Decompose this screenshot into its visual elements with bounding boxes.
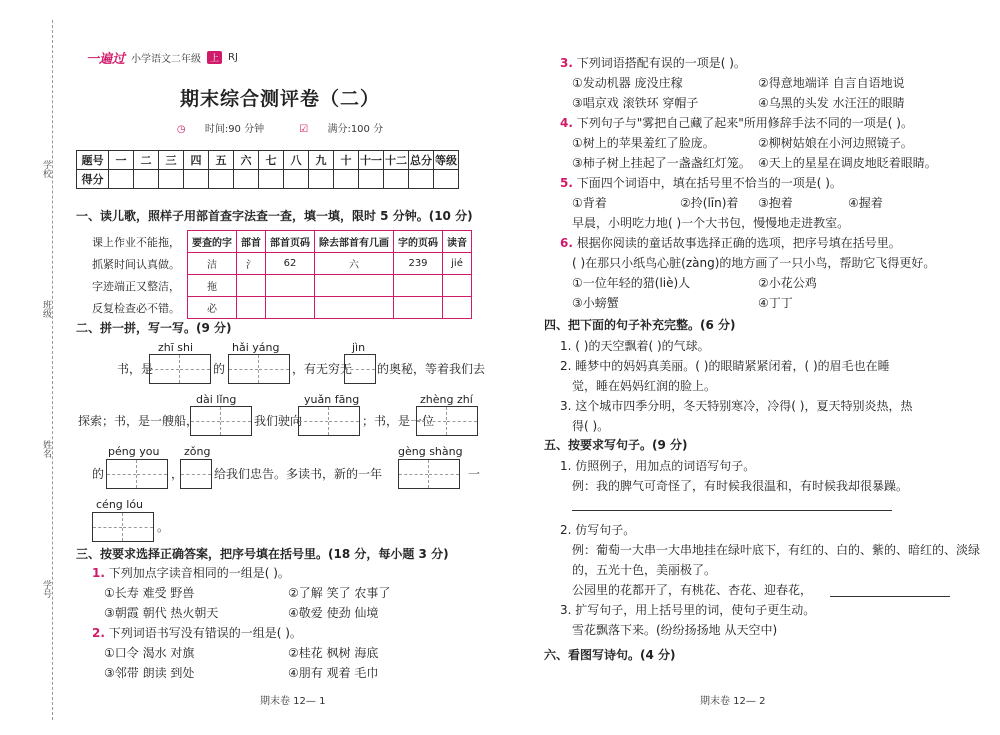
score-cell[interactable]: [209, 170, 234, 189]
pinyin-label: zhī shi: [158, 341, 194, 354]
pinyin-label: céng lóu: [96, 498, 144, 511]
page-footer: 期末卷 12— 2: [700, 696, 766, 707]
question-2: 2. 下列词语书写没有错误的一组是( )。: [92, 626, 302, 640]
question-line: 例：我的脾气可奇怪了，有时候我很温和，有时候我却很暴躁。: [572, 479, 909, 493]
table-header: 要查的字: [188, 231, 237, 253]
question-line: 1. ( )的天空飘着( )的气球。: [560, 339, 710, 353]
score-cell[interactable]: [109, 170, 134, 189]
section-1-title: 一、读儿歌，照样子用部首查字法查一查，填一填，限时 5 分钟。(10 分): [76, 209, 473, 223]
passage-text: 。: [157, 520, 170, 534]
score-cell[interactable]: [309, 170, 334, 189]
section-6-title: 六、看图写诗句。(4 分): [544, 648, 676, 662]
page-title: 期末综合测评卷（二）: [179, 88, 380, 110]
table-row: 拖: [188, 275, 472, 297]
score-cell[interactable]: [234, 170, 259, 189]
table-row: 必: [188, 297, 472, 319]
writing-grid[interactable]: [228, 354, 290, 384]
question-sentence: ( )在那只小纸鸟心脏(zàng)的地方画了一只小鸟，帮助它飞得更好。: [572, 256, 936, 270]
term-badge: 上: [207, 51, 222, 64]
table-header: 部首: [237, 231, 266, 253]
section-3-title: 三、按要求选择正确答案，把序号填在括号里。(18 分，每小题 3 分): [76, 547, 449, 561]
margin-label-number: 学号: [41, 580, 51, 598]
radical-lookup-table: [187, 230, 472, 319]
score-cell[interactable]: [159, 170, 184, 189]
option: ④丁丁: [758, 296, 793, 310]
pinyin-label: zhèng zhí: [420, 393, 473, 406]
option: ④天上的星星在调皮地眨着眼睛。: [758, 156, 937, 170]
table-row: 洁 氵 62 六 239 jié: [188, 253, 472, 275]
passage-text: 我们驶向: [254, 414, 303, 428]
page-footer: 期末卷 12— 1: [260, 696, 326, 707]
answer-cell[interactable]: [443, 297, 472, 319]
passage-text: ，: [171, 467, 184, 481]
score-header-cell: 十一: [359, 151, 384, 170]
option: ④朋有 观着 毛巾: [288, 666, 379, 680]
score-table: [76, 150, 459, 189]
option: ④乌黑的头发 水汪汪的眼睛: [758, 96, 905, 110]
score-cell[interactable]: [409, 170, 434, 189]
score-header-cell: 五: [209, 151, 234, 170]
writing-grid[interactable]: [344, 354, 376, 384]
time-limit: 时间:90 分钟: [204, 124, 265, 135]
question-line: 觉，睡在妈妈红润的脸上。: [572, 379, 717, 393]
answer-cell[interactable]: [237, 297, 266, 319]
answer-cell[interactable]: [315, 297, 394, 319]
table-header: 部首页码: [266, 231, 315, 253]
margin-label-school: 学校: [41, 160, 51, 178]
score-header-cell: 题号: [77, 151, 109, 170]
score-header-cell: 九: [309, 151, 334, 170]
full-score: 满分:100 分: [327, 124, 384, 135]
score-header-cell: 总分: [409, 151, 434, 170]
option: ②得意地端详 自言自语地说: [758, 76, 905, 90]
writing-grid[interactable]: [180, 459, 212, 489]
question-line: 的，五光十色，美丽极了。: [572, 563, 717, 577]
answer-cell[interactable]: [394, 275, 443, 297]
score-cell[interactable]: [134, 170, 159, 189]
option: ③朝霞 朝代 热火朝天: [104, 606, 219, 620]
question-line: 例：葡萄一大串一大串地挂在绿叶底下，有红的、白的、紫的、暗红的、淡绿: [572, 543, 981, 557]
question-line: 1. 仿照例子，用加点的词语写句子。: [560, 459, 756, 473]
passage-text: ，有无穷无: [292, 362, 353, 376]
option: ①长寿 难受 野兽: [104, 586, 195, 600]
section-5-title: 五、按要求写句子。(9 分): [544, 438, 688, 452]
passage-text: 的奥秘，等着我们去: [377, 362, 486, 376]
binding-line: [52, 20, 53, 720]
score-cell[interactable]: [434, 170, 459, 189]
question-line: 3. 这个城市四季分明，冬天特别寒冷，冷得( )，夏天特别炎热，热: [560, 399, 913, 413]
score-cell[interactable]: [384, 170, 409, 189]
pinyin-label: péng you: [108, 445, 160, 458]
option: ③邻带 朗读 到处: [104, 666, 195, 680]
question-line: 3. 扩写句子，用上括号里的词，使句子更生动。: [560, 603, 816, 617]
binding-margin: [0, 0, 60, 735]
option: ①发动机器 庞没庄稼: [572, 76, 683, 90]
score-header-cell: 六: [234, 151, 259, 170]
score-cell[interactable]: [359, 170, 384, 189]
question-line: 2. 睡梦中的妈妈真美丽。( )的眼睛紧紧闭着，( )的眉毛也在睡: [560, 359, 890, 373]
answer-cell[interactable]: [443, 275, 472, 297]
option: ②了解 笑了 农事了: [288, 586, 391, 600]
rhyme-line: 抓紧时间认真做。: [92, 258, 180, 271]
writing-grid[interactable]: [298, 406, 360, 436]
answer-cell[interactable]: [266, 297, 315, 319]
score-header-cell: 等级: [434, 151, 459, 170]
passage-text: 一: [468, 467, 481, 481]
rhyme-line: 反复检查必不错。: [92, 302, 180, 315]
pinyin-label: gèng shàng: [398, 445, 463, 458]
writing-grid[interactable]: [398, 459, 460, 489]
option: ④握着: [848, 196, 883, 210]
answer-cell[interactable]: [266, 275, 315, 297]
margin-label-name: 姓名: [41, 440, 51, 458]
check-icon: ☑: [299, 124, 309, 135]
writing-grid[interactable]: [106, 459, 168, 489]
option: ③唱京戏 滚铁环 穿帽子: [572, 96, 699, 110]
question-1: 1. 下列加点字读音相同的一组是( )。: [92, 566, 290, 580]
score-header-cell: 四: [184, 151, 209, 170]
writing-grid[interactable]: [149, 354, 211, 384]
option: ③柿子树上挂起了一盏盏红灯笼。: [572, 156, 751, 170]
question-line: 雪花飘落下来。(纷纷扬扬地 从天空中): [572, 623, 778, 637]
passage-text: 的: [92, 467, 105, 481]
rhyme-line: 字迹端正又整洁，: [92, 280, 180, 293]
question-6: 6. 根据你阅读的童话故事选择正确的选项，把序号填在括号里。: [560, 236, 901, 250]
option: ②小花公鸡: [758, 276, 817, 290]
margin-label-class: 班级: [41, 300, 51, 318]
exam-meta: [60, 120, 500, 135]
score-header-cell: 一: [109, 151, 134, 170]
option: ①口令 渴水 对旗: [104, 646, 195, 660]
passage-text: ；书，是一位: [362, 414, 435, 428]
pinyin-label: zǒng: [184, 445, 211, 458]
option: ③抱着: [758, 196, 793, 210]
score-header-cell: 十二: [384, 151, 409, 170]
score-header-cell: 十: [334, 151, 359, 170]
pinyin-label: yuǎn fāng: [304, 393, 360, 406]
passage-text: 书，是: [117, 362, 154, 376]
answer-cell[interactable]: [237, 275, 266, 297]
option: ③小螃蟹: [572, 296, 619, 310]
edition-label: RJ: [228, 52, 238, 63]
option: ④敬爱 使劲 仙境: [288, 606, 379, 620]
writing-grid[interactable]: [416, 406, 478, 436]
score-cell[interactable]: [184, 170, 209, 189]
nursery-rhyme: [92, 232, 180, 320]
answer-cell[interactable]: [315, 275, 394, 297]
pinyin-label: hǎi yáng: [232, 341, 280, 354]
pinyin-label: dài lǐng: [196, 393, 237, 406]
question-line: 得( )。: [572, 419, 610, 433]
score-cell[interactable]: [284, 170, 309, 189]
question-line: 公园里的花都开了，有桃花、杏花、迎春花，: [572, 583, 813, 597]
writing-grid[interactable]: [92, 512, 154, 542]
option: ①树上的苹果羞红了脸庞。: [572, 136, 715, 150]
table-header: 读音: [443, 231, 472, 253]
pinyin-label: jìn: [352, 341, 366, 354]
question-4: 4. 下列句子与"雾把自己藏了起来"所用修辞手法不同的一项是( )。: [560, 116, 913, 130]
option: ②桂花 枫树 海底: [288, 646, 379, 660]
section-4-title: 四、把下面的句子补充完整。(6 分): [544, 318, 736, 332]
option: ②柳树姑娘在小河边照镜子。: [758, 136, 913, 150]
score-header-cell: 八: [284, 151, 309, 170]
section-2-title: 二、拼一拼，写一写。(9 分): [76, 321, 232, 335]
passage-text: 的: [213, 362, 226, 376]
right-page: [500, 0, 1000, 735]
table-header: 字的页码: [394, 231, 443, 253]
brand-header: [86, 48, 238, 67]
passage-text: 探索；书，是一艘船，: [78, 414, 199, 428]
option: ②拎(līn)着: [680, 196, 739, 210]
clock-icon: ◷: [176, 124, 186, 135]
question-sentence: 早晨，小明吃力地( )一个大书包，慢慢地走进教室。: [572, 216, 850, 230]
answer-line[interactable]: [830, 596, 950, 597]
score-cell[interactable]: [259, 170, 284, 189]
score-header-cell: 七: [259, 151, 284, 170]
question-5: 5. 下面四个词语中，填在括号里不恰当的一项是( )。: [560, 176, 842, 190]
score-label: 得分: [77, 170, 109, 189]
answer-cell[interactable]: [394, 297, 443, 319]
question-line: 2. 仿写句子。: [560, 523, 636, 537]
score-cell[interactable]: [334, 170, 359, 189]
score-header-cell: 二: [134, 151, 159, 170]
brand-subject: 小学语文二年级: [131, 54, 202, 65]
answer-line[interactable]: [572, 510, 892, 511]
passage-text: 给我们忠告。多读书，新的一年: [214, 467, 383, 481]
writing-grid[interactable]: [190, 406, 252, 436]
rhyme-line: 课上作业不能拖，: [92, 236, 180, 249]
option: ①一位年轻的猎(liè)人: [572, 276, 691, 290]
score-header-cell: 三: [159, 151, 184, 170]
brand-logo: 一遍过: [86, 52, 126, 67]
option: ①背着: [572, 196, 607, 210]
table-header: 除去部首有几画: [315, 231, 394, 253]
question-3: 3. 下列词语搭配有误的一项是( )。: [560, 56, 746, 70]
